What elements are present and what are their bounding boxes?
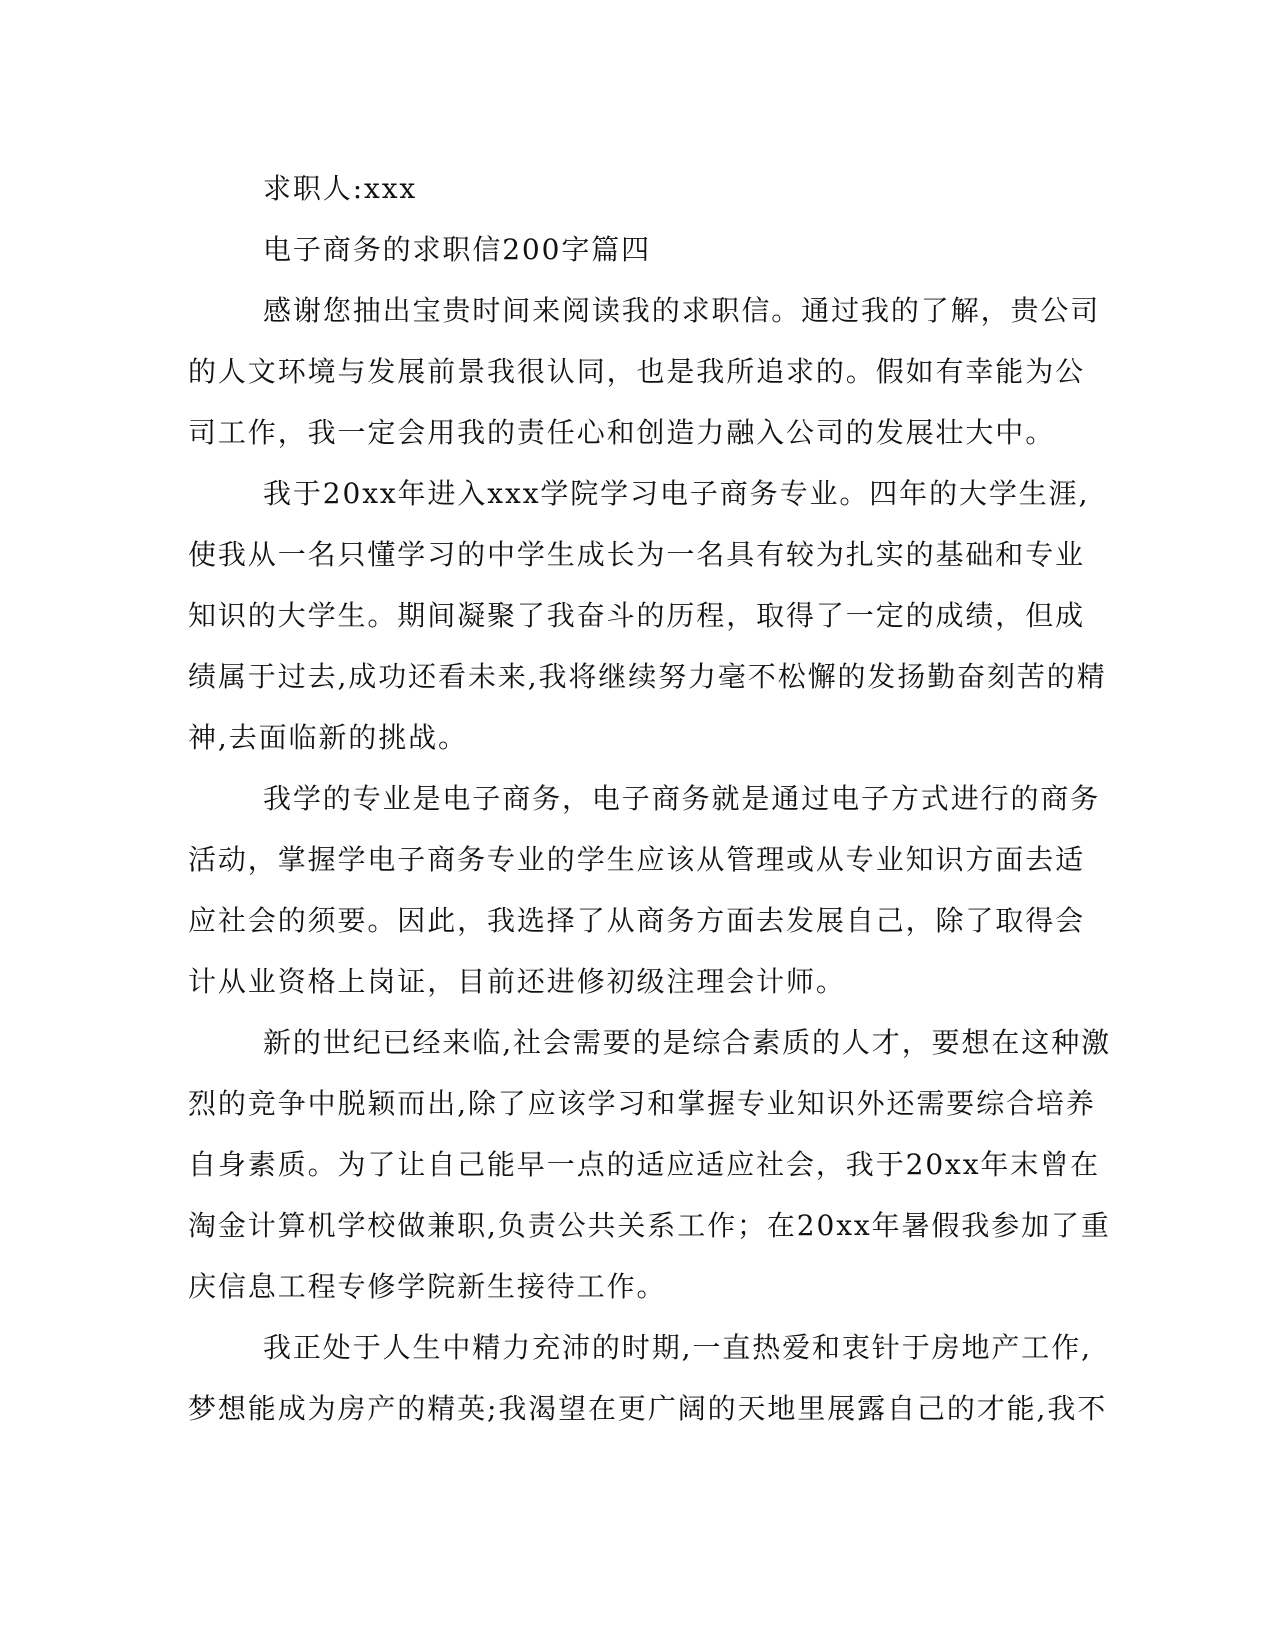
paragraph-2 bbox=[188, 463, 1107, 768]
paragraph-line: 自身素质。为了让自己能早一点的适应适应社会，我于20xx年末曾在 bbox=[188, 1148, 1101, 1181]
paragraph-line: 我于20xx年进入xxx学院学习电子商务专业。四年的大学生涯, bbox=[263, 477, 1090, 510]
paragraph-4 bbox=[188, 1012, 1112, 1317]
paragraph-line: 淘金计算机学校做兼职,负责公共关系工作；在20xx年暑假我参加了重 bbox=[188, 1209, 1111, 1242]
paragraph-line: 的人文环境与发展前景我很认同，也是我所追求的。假如有幸能为公 bbox=[188, 355, 1086, 388]
paragraph-line: 使我从一名只懂学习的中学生成长为一名具有较为扎实的基础和专业 bbox=[188, 538, 1086, 571]
paragraph-line: 新的世纪已经来临,社会需要的是综合素质的人才，要想在这种激 bbox=[263, 1026, 1112, 1059]
paragraph-line: 绩属于过去,成功还看未来,我将继续努力毫不松懈的发扬勤奋刻苦的精 bbox=[188, 660, 1107, 693]
document-body bbox=[188, 158, 1112, 1439]
paragraph-line: 庆信息工程专修学院新生接待工作。 bbox=[188, 1270, 667, 1303]
paragraph-line: 知识的大学生。期间凝聚了我奋斗的历程，取得了一定的成绩，但成 bbox=[188, 599, 1086, 632]
paragraph-line: 神,去面临新的挑战。 bbox=[188, 721, 468, 754]
paragraph-5 bbox=[188, 1317, 1108, 1439]
section-title-text: 电子商务的求职信200字篇四 bbox=[263, 233, 652, 266]
paragraph-1 bbox=[188, 280, 1101, 463]
paragraph-line: 活动，掌握学电子商务专业的学生应该从管理或从专业知识方面去适 bbox=[188, 843, 1086, 876]
section-title bbox=[188, 219, 1083, 280]
paragraph-line: 司工作，我一定会用我的责任心和创造力融入公司的发展壮大中。 bbox=[188, 416, 1056, 449]
paragraph-line: 烈的竞争中脱颖而出,除了应该学习和掌握专业知识外还需要综合培养 bbox=[188, 1087, 1096, 1120]
paragraph-line: 我正处于人生中精力充沛的时期,一直热爱和衷针于房地产工作, bbox=[263, 1331, 1092, 1364]
paragraph-3 bbox=[188, 768, 1101, 1012]
applicant-text: 求职人:xxx bbox=[263, 172, 418, 205]
paragraph-line: 我学的专业是电子商务，电子商务就是通过电子方式进行的商务 bbox=[263, 782, 1101, 815]
paragraph-line: 应社会的须要。因此，我选择了从商务方面去发展自己，除了取得会 bbox=[188, 904, 1086, 937]
paragraph-line: 梦想能成为房产的精英;我渴望在更广阔的天地里展露自己的才能,我不 bbox=[188, 1392, 1108, 1425]
paragraph-line: 感谢您抽出宝贵时间来阅读我的求职信。通过我的了解，贵公司 bbox=[263, 294, 1101, 327]
paragraph-line: 计从业资格上岗证，目前还进修初级注理会计师。 bbox=[188, 965, 846, 998]
applicant-line bbox=[188, 158, 1083, 219]
